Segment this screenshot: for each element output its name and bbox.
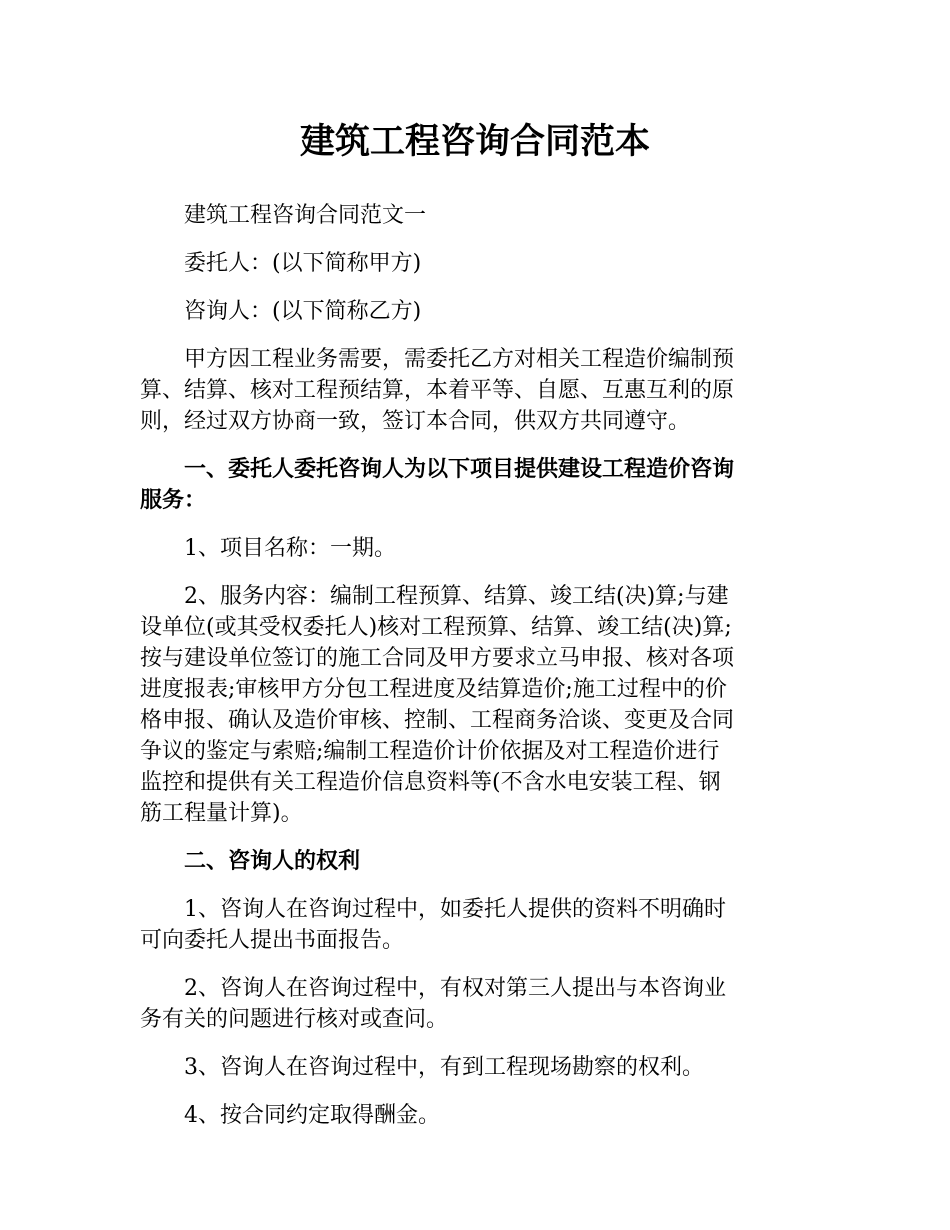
text-line: 筋工程量计算)。 <box>140 801 303 826</box>
text-line: 3、咨询人在咨询过程中，有到工程现场勘察的权利。 <box>184 1055 704 1080</box>
text-line: 争议的鉴定与索赔;编制工程造价计价依据及对工程造价进行 <box>140 739 720 764</box>
text-line: 格申报、确认及造价审核、控制、工程商务洽谈、变更及合同 <box>140 708 735 733</box>
text-line: 4、按合同约定取得酬金。 <box>184 1103 440 1128</box>
text-line: 一、委托人委托咨询人为以下项目提供建设工程造价咨询 <box>184 457 735 482</box>
text-line: 进度报表;审核甲方分包工程进度及结算造价;施工过程中的价 <box>140 677 727 702</box>
text-line: 务有关的问题进行核对或查问。 <box>140 1007 449 1032</box>
text-line: 二、咨询人的权利 <box>184 849 361 874</box>
text-line: 2、服务内容：编制工程预算、结算、竣工结(决)算;与建 <box>184 584 729 609</box>
section-1-item-1 <box>140 533 816 564</box>
text-line: 1、项目名称：一期。 <box>184 536 396 561</box>
text-line: 咨询人：(以下简称乙方) <box>184 299 422 324</box>
client-line <box>140 248 816 279</box>
section-2-item-1 <box>140 894 816 956</box>
text-line: 2、咨询人在咨询过程中，有权对第三人提出与本咨询业 <box>184 976 726 1001</box>
consultant-line <box>140 296 816 327</box>
text-line: 按与建设单位签订的施工合同及甲方要求立马申报、核对各项 <box>140 646 735 671</box>
section-2-item-3 <box>140 1052 816 1083</box>
intro-paragraph <box>140 344 816 437</box>
text-line: 委托人：(以下简称甲方) <box>184 251 422 276</box>
text-line: 甲方因工程业务需要，需委托乙方对相关工程造价编制预 <box>184 347 735 372</box>
text-line: 设单位(或其受权委托人)核对工程预算、结算、竣工结(决)算; <box>140 615 732 640</box>
text-line: 可向委托人提出书面报告。 <box>140 928 405 953</box>
text-line: 1、咨询人在咨询过程中，如委托人提供的资料不明确时 <box>184 897 726 922</box>
text-line: 算、结算、核对工程预结算，本着平等、自愿、互惠互利的原 <box>140 378 735 403</box>
contract-subtitle <box>140 200 816 231</box>
text-line: 建筑工程咨询合同范文一 <box>184 203 427 228</box>
text-line: 监控和提供有关工程造价信息资料等(不含水电安装工程、钢 <box>140 770 721 795</box>
section-1-heading <box>140 454 816 516</box>
section-1-item-2 <box>140 581 816 829</box>
text-line: 则，经过双方协商一致，签订本合同，供双方共同遵守。 <box>140 409 691 434</box>
document-title: 建筑工程咨询合同范本 <box>299 122 650 162</box>
section-2-heading <box>140 846 816 877</box>
section-2-item-4 <box>140 1100 816 1131</box>
document-body <box>140 200 816 1131</box>
section-2-item-2 <box>140 973 816 1035</box>
text-line: 服务： <box>140 488 207 513</box>
